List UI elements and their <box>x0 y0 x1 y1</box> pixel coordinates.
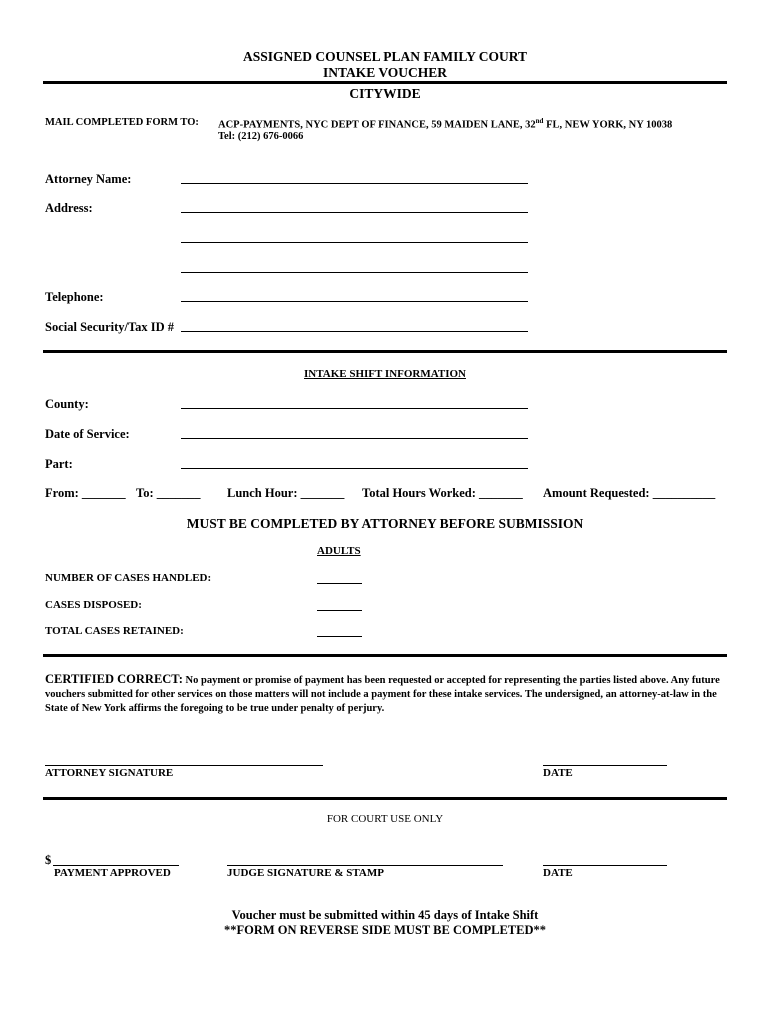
certification-text: No payment or promise of payment has been requested or accepted for representing the parties listed above. Any future vouchers submitted for other services on those matters will not include a payment for these intake services. The undersigned, an attorney-at-law in the State of New York affirms the foregoing to be true under penalty of perjury. <box>45 675 720 714</box>
lunch-hour-field[interactable]: Lunch Hour: _______ <box>227 486 345 500</box>
section-rule-1 <box>43 350 727 353</box>
part-label: Part: <box>45 457 73 471</box>
judge-signature-field[interactable] <box>227 865 503 866</box>
ssn-label: Social Security/Tax ID # <box>45 320 175 334</box>
cases-retained-label: TOTAL CASES RETAINED: <box>45 625 184 637</box>
address-field-line2[interactable] <box>181 242 528 243</box>
attorney-signature-field[interactable] <box>45 765 323 766</box>
amount-requested-field[interactable]: Amount Requested: __________ <box>543 486 716 500</box>
court-date-label: DATE <box>543 867 573 879</box>
signature-date-label: DATE <box>543 767 573 779</box>
dollar-sign: $ <box>45 853 52 867</box>
date-of-service-field[interactable] <box>181 438 528 439</box>
court-use-heading: FOR COURT USE ONLY <box>326 813 444 825</box>
mail-label: MAIL COMPLETED FORM TO: <box>45 117 199 128</box>
certification-lead: CERTIFIED CORRECT: <box>45 672 183 686</box>
ssn-field[interactable] <box>181 331 528 332</box>
from-field[interactable]: From: _______ <box>45 486 126 500</box>
cases-handled-label: NUMBER OF CASES HANDLED: <box>45 572 212 584</box>
address-field-line3[interactable] <box>181 272 528 273</box>
payment-approved-label: PAYMENT APPROVED <box>54 867 171 879</box>
signature-date-field[interactable] <box>543 765 667 766</box>
intake-heading: INTAKE SHIFT INFORMATION <box>304 368 466 380</box>
adults-column-heading: ADULTS <box>317 545 361 557</box>
cases-disposed-field[interactable] <box>317 610 362 611</box>
part-field[interactable] <box>181 468 528 469</box>
judge-signature-label: JUDGE SIGNATURE & STAMP <box>227 867 384 879</box>
court-date-field[interactable] <box>543 865 667 866</box>
form-title-line2: INTAKE VOUCHER <box>322 65 448 80</box>
cases-disposed-label: CASES DISPOSED: <box>45 599 142 611</box>
footer-reverse-notice: **FORM ON REVERSE SIDE MUST BE COMPLETED** <box>223 923 547 937</box>
attorney-name-field[interactable] <box>181 183 528 184</box>
county-label: County: <box>45 397 89 411</box>
header-rule <box>43 81 727 84</box>
form-title-line1: ASSIGNED COUNSEL PLAN FAMILY COURT <box>242 49 528 64</box>
address-field-line1[interactable] <box>181 212 528 213</box>
telephone-field[interactable] <box>181 301 528 302</box>
total-hours-field[interactable]: Total Hours Worked: _______ <box>362 486 523 500</box>
mail-address: ACP-PAYMENTS, NYC DEPT OF FINANCE, 59 MAIDEN LANE, 32nd FL, NEW YORK, NY 10038 <box>218 117 673 131</box>
section-rule-3 <box>43 797 727 800</box>
date-of-service-label: Date of Service: <box>45 427 130 441</box>
cases-handled-field[interactable] <box>317 583 362 584</box>
cases-heading: MUST BE COMPLETED BY ATTORNEY BEFORE SUBMISSION <box>186 516 584 531</box>
cases-retained-field[interactable] <box>317 636 362 637</box>
certification-paragraph <box>45 672 730 716</box>
county-field[interactable] <box>181 408 528 409</box>
address-label: Address: <box>45 201 93 215</box>
attorney-signature-label: ATTORNEY SIGNATURE <box>45 767 174 779</box>
section-rule-2 <box>43 654 727 657</box>
footer-deadline: Voucher must be submitted within 45 days of Intake Shift <box>231 908 539 922</box>
to-field[interactable]: To: _______ <box>136 486 201 500</box>
telephone-label: Telephone: <box>45 290 104 304</box>
form-subtitle: CITYWIDE <box>349 86 421 101</box>
attorney-name-label: Attorney Name: <box>45 172 132 186</box>
mail-telephone: Tel: (212) 676-0066 <box>218 131 304 142</box>
payment-approved-field[interactable] <box>53 865 179 866</box>
